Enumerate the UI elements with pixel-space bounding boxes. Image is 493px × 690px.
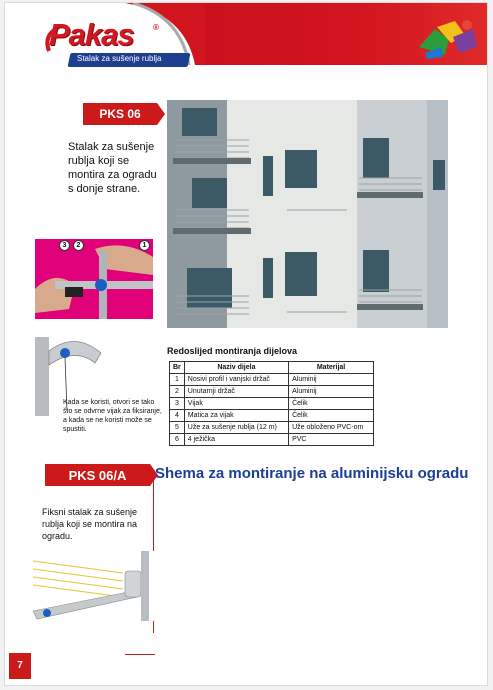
rail-mount-photo	[33, 551, 155, 621]
table-row	[170, 374, 374, 386]
cell-name: 4 ježička	[184, 434, 288, 446]
footer-rule	[125, 654, 155, 655]
building-photo	[167, 100, 448, 328]
registered-mark: ®	[153, 23, 159, 32]
clamp-usage-note: Kada se koristi, otvori se tako što se odvrne vijak za fiksiranje, a kada se ne koristi može se spustiti.	[63, 399, 162, 433]
step-marker-2: 2	[73, 240, 84, 251]
section1-code-tag: PKS 06	[83, 103, 157, 125]
table-row	[170, 386, 374, 398]
table-row	[170, 398, 374, 410]
cell-name: Vijak	[184, 398, 288, 410]
section1-description: Stalak za sušenje rublja koji se montira za ogradu s donje strane.	[68, 141, 157, 195]
parts-table-header	[170, 362, 374, 374]
step-marker-1: 1	[139, 240, 150, 251]
cell-material: Čelik	[289, 398, 374, 410]
cell-no: 5	[170, 422, 185, 434]
cell-no: 1	[170, 374, 185, 386]
parts-table	[169, 361, 374, 446]
cell-no: 2	[170, 386, 185, 398]
cell-no: 4	[170, 410, 185, 422]
cell-name: Nosivi profil i vanjski držač	[184, 374, 288, 386]
table-row	[170, 434, 374, 446]
cell-no: 3	[170, 398, 185, 410]
cell-name: Unutarnji držač	[184, 386, 288, 398]
cell-material: Čelik	[289, 410, 374, 422]
step-marker-3: 3	[59, 240, 70, 251]
clothes-illustration-icon	[415, 17, 479, 59]
section2-code-tag: PKS 06/A	[45, 464, 150, 486]
mounting-hands-photo	[35, 239, 153, 319]
cell-no: 6	[170, 434, 185, 446]
table-row	[170, 410, 374, 422]
cell-material: Aluminij	[289, 374, 374, 386]
catalog-page	[4, 2, 488, 686]
col-part-name: Naziv dijela	[184, 362, 288, 374]
page-number: 7	[9, 653, 31, 679]
cell-material: Aluminij	[289, 386, 374, 398]
cell-name: Uže za sušenje rublja (12 m)	[184, 422, 288, 434]
cell-material: PVC	[289, 434, 374, 446]
section2-description: Fiksni stalak za sušenje rublja koji se montira na ogradu.	[42, 507, 138, 541]
cell-material: Uže obloženo PVC-om	[289, 422, 374, 434]
parts-table-title: Redoslijed montiranja dijelova	[167, 346, 298, 356]
col-number: Br	[170, 362, 185, 374]
section2-heading: Shema za montiranje na aluminijsku ogradu	[155, 465, 469, 482]
col-material: Materijal	[289, 362, 374, 374]
header-subtitle: Stalak za sušenje rublja	[77, 54, 162, 63]
cell-name: Matica za vijak	[184, 410, 288, 422]
table-row	[170, 422, 374, 434]
brand-logo: Pakas	[49, 17, 134, 52]
